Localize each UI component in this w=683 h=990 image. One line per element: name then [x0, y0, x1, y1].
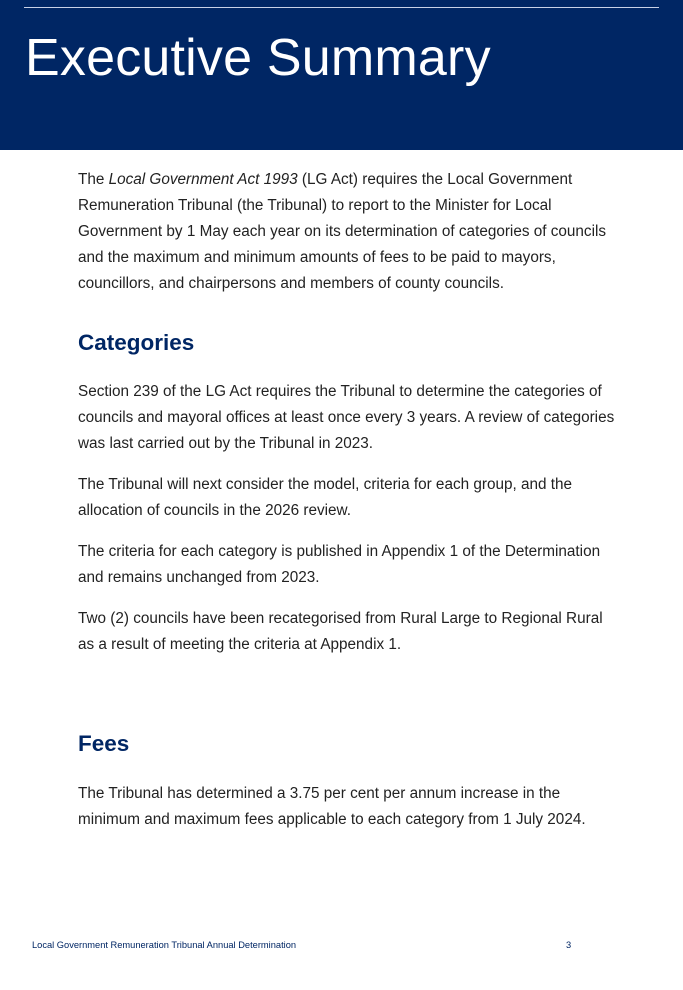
title-banner [0, 0, 683, 150]
page-title: Executive Summary [25, 29, 491, 87]
intro-text-after: (LG Act) requires the Local Government Remuneration Tribunal (the Tribunal) to report to the Minister for Local Government by 1 May each year on its determination of categories of councils and the maximum and minimum amounts of fees to be paid to mayors, councillors, and chairpersons and members of county councils. [78, 171, 607, 292]
main-content [78, 167, 618, 833]
intro-paragraph [78, 167, 618, 297]
act-title: Local Government Act 1993 [108, 171, 298, 188]
categories-heading: Categories [78, 330, 195, 355]
footer-document-title: Local Government Remuneration Tribunal Annual Determination [32, 940, 297, 950]
intro-text-before: The [78, 171, 109, 188]
categories-paragraph-4: Two (2) councils have been recategorised from Rural Large to Regional Rural as a result of meeting the criteria at Appendix 1. [78, 610, 603, 653]
categories-paragraph-1: Section 239 of the LG Act requires the Tribunal to determine the categories of councils and mayoral offices at least once every 3 years. A review of categories was last carried out by the Tribunal in 2023. [78, 383, 615, 452]
fees-paragraph: The Tribunal has determined a 3.75 per cent per annum increase in the minimum and maximum fees applicable to each category from 1 July 2024. [78, 785, 586, 828]
categories-paragraph-3: The criteria for each category is published in Appendix 1 of the Determination and remains unchanged from 2023. [78, 543, 601, 586]
footer-page-number: 3 [566, 940, 572, 950]
fees-heading: Fees [78, 731, 130, 756]
banner-divider [24, 7, 659, 8]
categories-paragraph-2: The Tribunal will next consider the model, criteria for each group, and the allocation of councils in the 2026 review. [78, 476, 573, 519]
